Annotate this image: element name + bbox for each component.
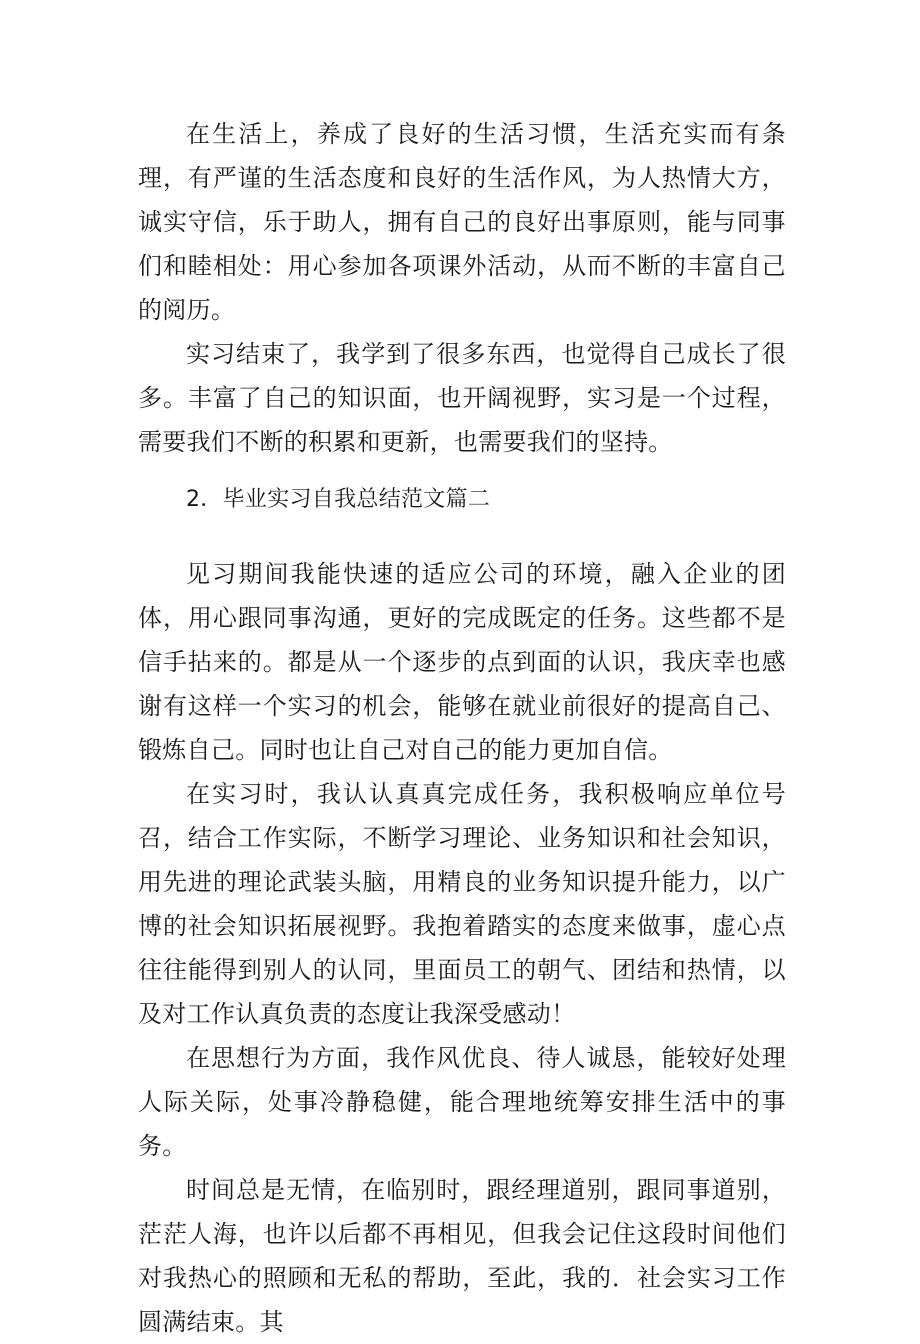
paragraph-adapting: 见习期间我能快速的适应公司的环境，融入企业的团体，用心跟同事沟通，更好的完成既定的任务。这些都不是信手拈来的。都是从一个逐步的点到面的认识，我庆幸也感谢有这样一个实习的机会，能够在就业前很好的提高自己、锻炼自己。同时也让自己对自己的能力更加自信。 [138, 560, 786, 764]
section-heading: 2．毕业实习自我总结范文篇二 [186, 487, 491, 512]
paragraph-during-internship: 在实习时，我认认真真完成任务，我积极响应单位号召，结合工作实际，不断学习理论、业务知识和社会知识，用先进的理论武装头脑，用精良的业务知识提升能力，以广博的社会知识拓展视野。我抱着踏实的态度来做事，虚心点往往能得到别人的认同，里面员工的朝气、团结和热情，以及对工作认真负责的态度让我深受感动！ [138, 780, 786, 1028]
paragraph-conduct: 在思想行为方面，我作风优良、待人诚恳，能较好处理人际关际，处事冷静稳健，能合理地统筹安排生活中的事务。 [138, 1044, 786, 1160]
paragraph-farewell: 时间总是无情，在临别时，跟经理道别，跟同事道别，茫茫人海，也许以后都不再相见，但我会记住这段时间他们对我热心的照顾和无私的帮助，至此，我的．社会实习工作圆满结束。其 [138, 1176, 786, 1336]
paragraph-living-habits: 在生活上，养成了良好的生活习惯，生活充实而有条理，有严谨的生活态度和良好的生活作风，为人热情大方，诚实守信，乐于助人，拥有自己的良好出事原则，能与同事们和睦相处：用心参加各项课外活动，从而不断的丰富自己的阅历。 [138, 120, 786, 324]
paragraph-internship-end: 实习结束了，我学到了很多东西，也觉得自己成长了很多。丰富了自己的知识面，也开阔视野，实习是一个过程，需要我们不断的积累和更新，也需要我们的坚持。 [138, 340, 786, 456]
document-body [138, 112, 786, 1344]
